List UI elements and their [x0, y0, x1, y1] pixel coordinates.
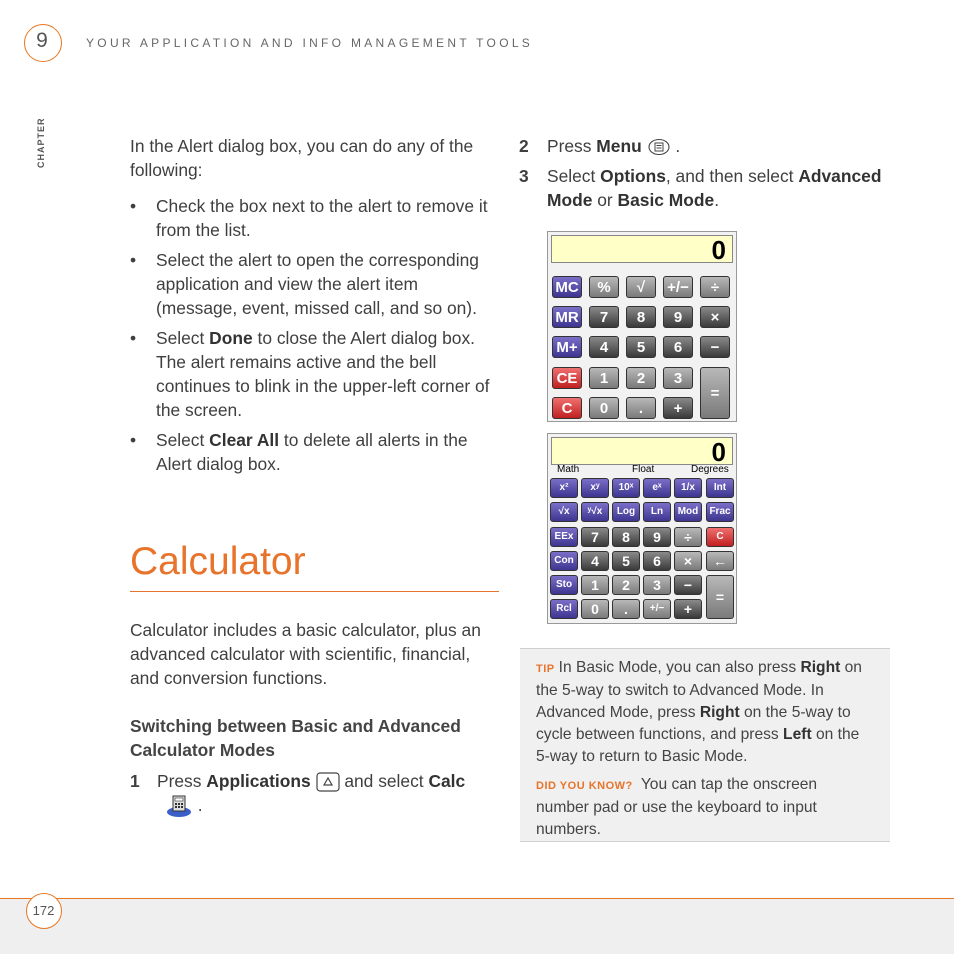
calc-key[interactable]: Rcl: [550, 599, 578, 619]
step-3: 3 Select Options, and then select Advanced Mode or Basic Mode.: [519, 166, 882, 210]
calc-key[interactable]: +/−: [663, 276, 693, 298]
calc-key[interactable]: EEx: [550, 527, 578, 547]
list-item: • Check the box next to the alert to remove it from the list.: [130, 196, 488, 240]
menu-icon: [647, 138, 671, 156]
calc-key[interactable]: ÷: [700, 276, 730, 298]
calc-key[interactable]: %: [589, 276, 619, 298]
tip-box: [520, 648, 890, 842]
calc-key[interactable]: MR: [552, 306, 582, 328]
calc-key[interactable]: 1/x: [674, 478, 702, 498]
calc-key[interactable]: ×: [700, 306, 730, 328]
calculator-intro: Calculator includes a basic calculator, plus an advanced calculator with scientific, financial, and conversion functions.: [130, 620, 481, 688]
calc-key[interactable]: 6: [663, 336, 693, 358]
calc-key[interactable]: Frac: [706, 502, 734, 522]
step-2: 2 Press Menu .: [519, 136, 681, 156]
calc-key[interactable]: 4: [581, 551, 609, 571]
calc-key[interactable]: 10ˣ: [612, 478, 640, 498]
calc-key[interactable]: −: [700, 336, 730, 358]
calc-key[interactable]: Int: [706, 478, 734, 498]
calc-key[interactable]: 3: [663, 367, 693, 389]
calc-key[interactable]: x²: [550, 478, 578, 498]
calc-key[interactable]: 7: [589, 306, 619, 328]
calc-key[interactable]: −: [674, 575, 702, 595]
calc-key[interactable]: 3: [643, 575, 671, 595]
advanced-calculator-screenshot: [547, 433, 737, 624]
right-column: [519, 134, 889, 218]
calc-key[interactable]: +: [663, 397, 693, 419]
calc-key[interactable]: =: [700, 367, 730, 419]
calc-key[interactable]: Log: [612, 502, 640, 522]
calc-key[interactable]: 9: [663, 306, 693, 328]
calc-key[interactable]: Sto: [550, 575, 578, 595]
calc-key[interactable]: 2: [626, 367, 656, 389]
subsection-heading: Switching between Basic and Advanced Calculator Modes: [130, 716, 461, 760]
section-title: Calculator: [130, 540, 306, 583]
calc-key[interactable]: 5: [612, 551, 640, 571]
chapter-badge: [24, 24, 62, 62]
calc-key[interactable]: 2: [612, 575, 640, 595]
calc-key[interactable]: Ln: [643, 502, 671, 522]
alert-options-list: [130, 194, 500, 476]
mode-label-float: Float: [632, 464, 655, 475]
calc-key[interactable]: ʸ√x: [581, 502, 609, 522]
calc-key[interactable]: .: [612, 599, 640, 619]
calc-key[interactable]: Con: [550, 551, 578, 571]
list-item: • Select Clear All to delete all alerts in the Alert dialog box.: [130, 430, 468, 474]
section-divider: [130, 591, 499, 592]
calc-key[interactable]: .: [626, 397, 656, 419]
calc-key[interactable]: C: [552, 397, 582, 419]
left-column: [130, 134, 500, 482]
footer: [0, 898, 954, 954]
list-item: • Select Done to close the Alert dialog box. The alert remains active and the bell continues to blink in the upper-left corner of the screen.: [130, 328, 490, 420]
mode-label-degrees: Degrees: [691, 464, 729, 475]
calc-key[interactable]: +: [674, 599, 702, 619]
basic-calculator-screenshot: [547, 231, 737, 422]
calc-key[interactable]: C: [706, 527, 734, 547]
calc-key[interactable]: CE: [552, 367, 582, 389]
tip: TIP In Basic Mode, you can also press Right on the 5-way to switch to Advanced Mode. In Advanced Mode, press Right on the 5-way to cycle between functions, and press Left on the 5-way to return to Basic Mode.: [536, 659, 862, 765]
calc-key[interactable]: √x: [550, 502, 578, 522]
calc-key[interactable]: ×: [674, 551, 702, 571]
calc-key[interactable]: xʸ: [581, 478, 609, 498]
chapter-label: CHAPTER: [36, 117, 46, 168]
calc-key[interactable]: 6: [643, 551, 671, 571]
list-item: • Select the alert to open the corresponding application and view the alert item (message, event, missed call, and so on).: [130, 250, 479, 318]
calc-key[interactable]: 9: [643, 527, 671, 547]
calc-key[interactable]: ←: [706, 551, 734, 571]
calc-key[interactable]: M+: [552, 336, 582, 358]
calc-key[interactable]: 0: [589, 397, 619, 419]
calc-key[interactable]: =: [706, 575, 734, 619]
calc-key[interactable]: MC: [552, 276, 582, 298]
page-number: 172: [32, 903, 55, 918]
calc-key[interactable]: 1: [581, 575, 609, 595]
chapter-number: 9: [36, 29, 48, 52]
alert-intro: In the Alert dialog box, you can do any of the following:: [130, 136, 474, 180]
calc-key[interactable]: 8: [612, 527, 640, 547]
calc-key[interactable]: √: [626, 276, 656, 298]
calc-key[interactable]: +/−: [643, 599, 671, 619]
did-you-know: DID YOU KNOW? You can tap the onscreen number pad or use the keyboard to input numbers.: [536, 776, 818, 838]
page-badge: [26, 893, 62, 929]
calc-app-icon: [165, 794, 193, 818]
calc-key[interactable]: 0: [581, 599, 609, 619]
calc-key[interactable]: ÷: [674, 527, 702, 547]
running-header: YOUR APPLICATION AND INFO MANAGEMENT TOOLS: [86, 36, 534, 50]
calc-key[interactable]: 8: [626, 306, 656, 328]
step-1: 1 Press Applications and select Calc .: [130, 769, 500, 818]
calc-display: 0: [551, 235, 733, 263]
applications-icon: [316, 772, 340, 792]
calc-key[interactable]: 1: [589, 367, 619, 389]
mode-label-math: Math: [557, 464, 580, 475]
calc-key[interactable]: eˣ: [643, 478, 671, 498]
calc-key[interactable]: Mod: [674, 502, 702, 522]
calc-key[interactable]: 4: [589, 336, 619, 358]
calc-key[interactable]: 5: [626, 336, 656, 358]
calc-display: 0: [551, 437, 733, 465]
calc-key[interactable]: 7: [581, 527, 609, 547]
